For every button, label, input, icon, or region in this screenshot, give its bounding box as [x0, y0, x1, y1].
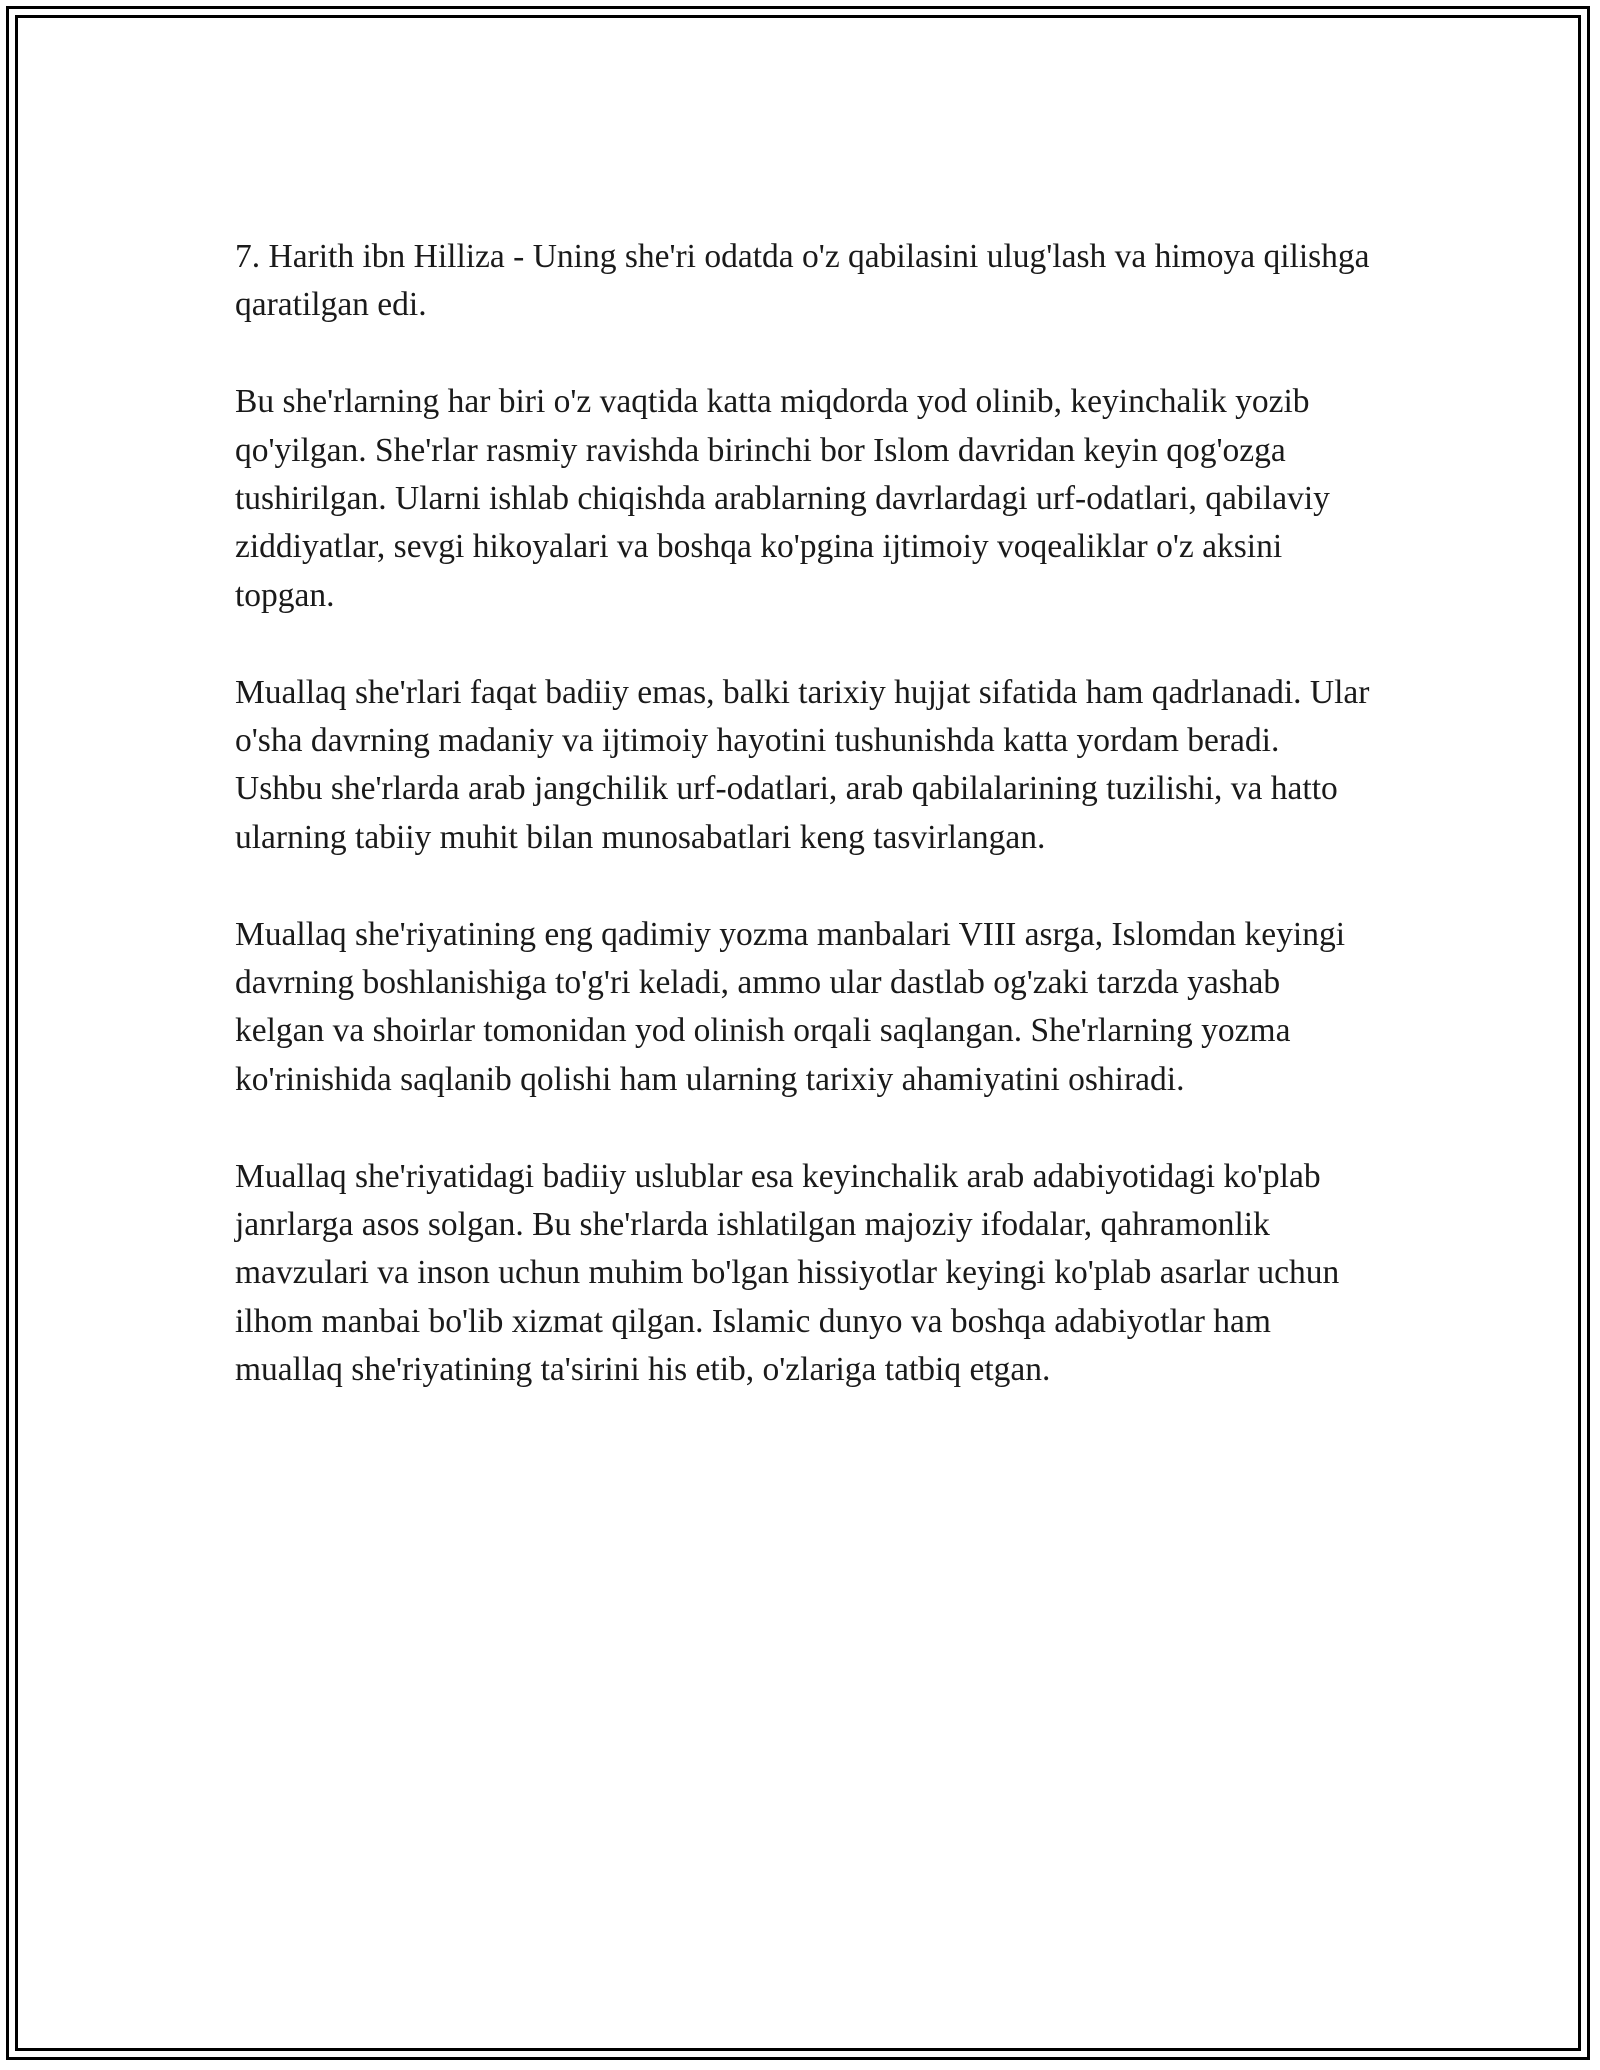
document-body	[235, 233, 1375, 1443]
paragraph-historical-document: Muallaq she'rlari faqat badiiy emas, balki tarixiy hujjat sifatida ham qadrlanadi. Ular o'sha davrning madaniy va ijtimoiy hayotini tushunishda katta yordam beradi. Ushbu she'rlarda arab jangchilik urf-odatlari, arab qabilalarining tuzilishi, va hatto ularning tabiiy muhit bilan munosabatlari keng tasvirlangan.	[235, 673, 1370, 856]
paragraph-memorization-history: Bu she'rlarning har biri o'z vaqtida katta miqdorda yod olinib, keyinchalik yozib qo'yilgan. She'rlar rasmiy ravishda birinchi bor Islom davridan keyin qog'ozga tushirilgan. Ularni ishlab chiqishda arablarning davrlardagi urf-odatlari, qabilaviy ziddiyatlar, sevgi hikoyalari va boshqa ko'pgina ijtimoiy voqealiklar o'z aksini topgan.	[235, 383, 1330, 614]
paragraph-harith-ibn-hilliza: 7. Harith ibn Hilliza - Uning she'ri odatda o'z qabilasini ulug'lash va himoya qilishga qaratilgan edi.	[235, 238, 1370, 324]
paragraph-literary-influence: Muallaq she'riyatidagi badiiy uslublar esa keyinchalik arab adabiyotidagi ko'plab janrlarga asos solgan. Bu she'rlarda ishlatilgan majoziy ifodalar, qahramonlik mavzulari va inson uchun muhim bo'lgan hissiyotlar keyingi ko'plab asarlar uchun ilhom manbai bo'lib xizmat qilgan. Islamic dunyo va boshqa adabiyotlar ham muallaq she'riyatining ta'sirini his etib, o'zlariga tatbiq etgan.	[235, 1157, 1340, 1389]
paragraph-written-sources: Muallaq she'riyatining eng qadimiy yozma manbalari VIII asrga, Islomdan keyingi davrning boshlanishiga to'g'ri keladi, ammo ular dastlab og'zaki tarzda yashab kelgan va shoirlar tomonidan yod olinish orqali saqlangan. She'rlarning yozma ko'rinishida saqlanib qolishi ham ularning tarixiy ahamiyatini oshiradi.	[235, 915, 1346, 1098]
